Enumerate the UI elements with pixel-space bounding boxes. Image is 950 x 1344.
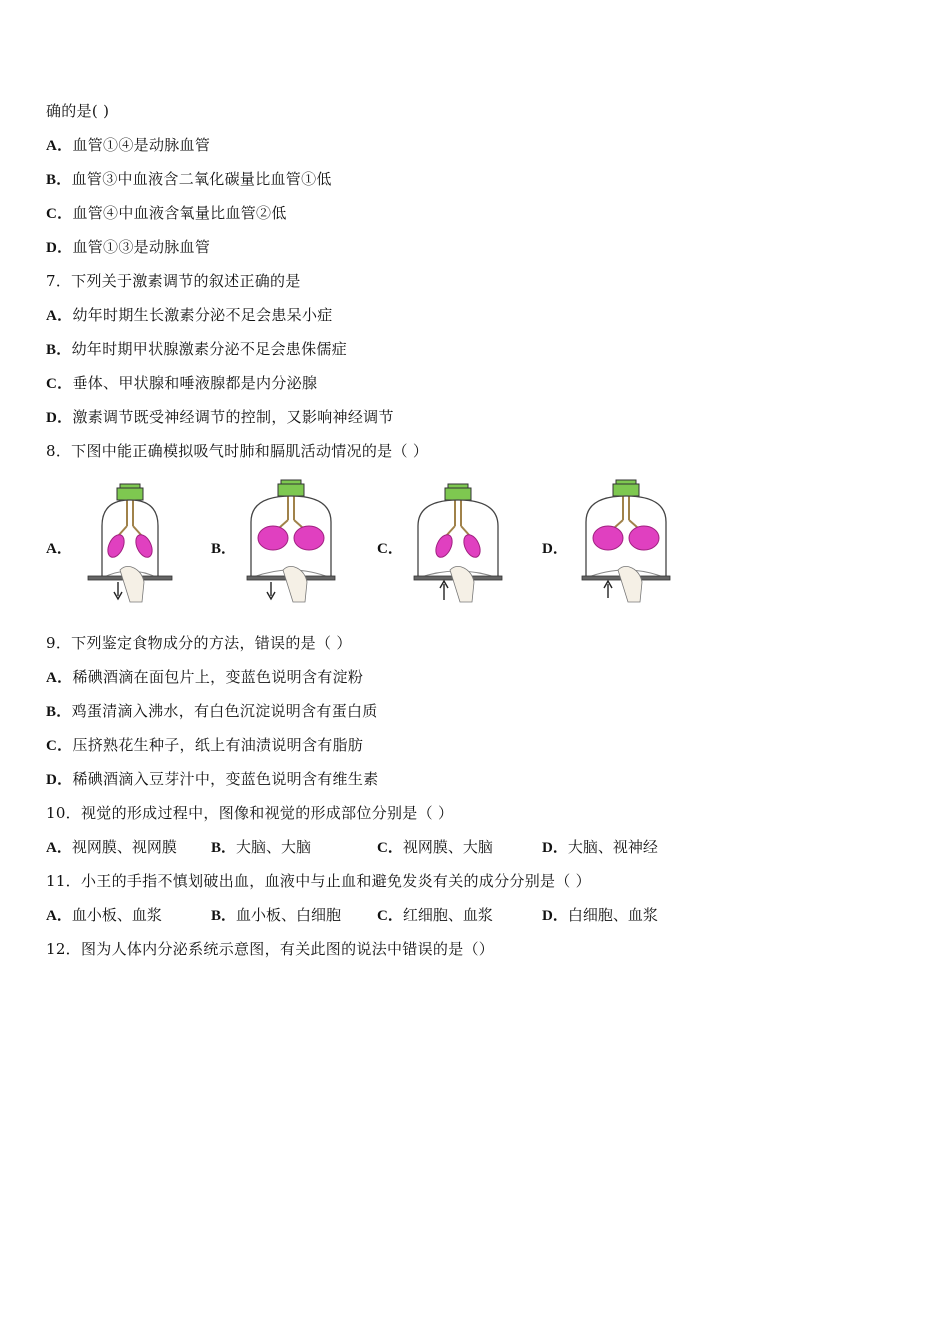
option-letter: A． — [46, 908, 72, 924]
q10-options — [46, 837, 746, 857]
q11-option-d[interactable] — [542, 905, 658, 926]
q6-option-a[interactable] — [46, 135, 210, 156]
option-letter: D． — [46, 240, 73, 256]
option-letter: B． — [211, 840, 237, 856]
option-text: 大脑、视神经 — [567, 838, 658, 856]
bell-jar-figure-a — [84, 478, 176, 604]
q6-option-c[interactable] — [46, 203, 287, 224]
q11-option-b[interactable] — [211, 905, 341, 926]
option-text: 血管④中血液含氧量比血管②低 — [72, 204, 287, 222]
option-letter: C． — [46, 206, 73, 222]
q10-stem: 10．视觉的形成过程中，图像和视觉的形成部位分别是（ ） — [46, 804, 454, 822]
option-text: 激素调节既受神经调节的控制，又影响神经调节 — [72, 408, 394, 426]
q7-option-b[interactable] — [46, 339, 347, 360]
q11-stem: 11．小王的手指不慎划破出血，血液中与止血和避免发炎有关的成分分别是（ ） — [46, 872, 591, 890]
option-text: 血管①③是动脉血管 — [72, 238, 211, 256]
option-text: 幼年时期甲状腺激素分泌不足会患侏儒症 — [71, 340, 348, 358]
option-text: 大脑、大脑 — [236, 838, 312, 856]
option-letter: B． — [46, 342, 72, 358]
q10-option-c[interactable] — [377, 837, 493, 858]
q8-figure-d-label[interactable]: D． — [542, 541, 568, 557]
option-letter: A． — [46, 138, 73, 154]
option-letter: B． — [211, 908, 237, 924]
bell-jar-figure-c — [412, 478, 504, 604]
q8-figure-a-label[interactable]: A． — [46, 541, 72, 557]
option-text: 压挤熟花生种子，纸上有油渍说明含有脂肪 — [72, 736, 364, 754]
option-letter: D． — [542, 908, 568, 924]
q10-option-a[interactable] — [46, 837, 177, 858]
q10-option-b[interactable] — [211, 837, 311, 858]
option-letter: D． — [46, 410, 73, 426]
option-text: 血管①④是动脉血管 — [72, 136, 211, 154]
option-letter: C． — [377, 908, 403, 924]
option-text: 红细胞、血浆 — [402, 906, 493, 924]
option-text: 稀碘酒滴入豆芽汁中，变蓝色说明含有维生素 — [72, 770, 379, 788]
q6-option-d[interactable] — [46, 237, 210, 258]
q11-option-c[interactable] — [377, 905, 493, 926]
q11-options — [46, 905, 746, 925]
option-text: 稀碘酒滴在面包片上，变蓝色说明含有淀粉 — [72, 668, 364, 686]
q10-option-d[interactable] — [542, 837, 658, 858]
q7-option-c[interactable] — [46, 373, 317, 394]
q6-stem-tail: 确的是( ) — [46, 102, 110, 120]
option-letter: C． — [46, 738, 73, 754]
option-letter: A． — [46, 308, 73, 324]
q8-figure-b-label[interactable]: B． — [211, 541, 237, 557]
q9-option-d[interactable] — [46, 769, 378, 790]
option-text: 垂体、甲状腺和唾液腺都是内分泌腺 — [72, 374, 318, 392]
q7-option-d[interactable] — [46, 407, 394, 428]
q8-stem: 8．下图中能正确模拟吸气时肺和膈肌活动情况的是（ ） — [46, 442, 429, 460]
q9-stem: 9．下列鉴定食物成分的方法，错误的是（ ） — [46, 634, 352, 652]
q7-option-a[interactable] — [46, 305, 333, 326]
q9-option-b[interactable] — [46, 701, 378, 722]
option-text: 白细胞、血浆 — [567, 906, 658, 924]
bell-jar-figure-b — [245, 478, 337, 604]
q12-stem: 12．图为人体内分泌系统示意图，有关此图的说法中错误的是（） — [46, 940, 495, 958]
option-text: 血小板、白细胞 — [236, 906, 342, 924]
option-letter: D． — [46, 772, 73, 788]
q11-option-a[interactable] — [46, 905, 162, 926]
option-letter: A． — [46, 670, 73, 686]
option-letter: C． — [377, 840, 403, 856]
q6-option-b[interactable] — [46, 169, 332, 190]
option-letter: B． — [46, 704, 72, 720]
option-text: 鸡蛋清滴入沸水，有白色沉淀说明含有蛋白质 — [71, 702, 378, 720]
option-letter: C． — [46, 376, 73, 392]
bell-jar-figure-d — [580, 478, 672, 604]
option-text: 视网膜、大脑 — [402, 838, 493, 856]
option-text: 幼年时期生长激素分泌不足会患呆小症 — [72, 306, 333, 324]
option-text: 血小板、血浆 — [71, 906, 162, 924]
q8-figure-c-label[interactable]: C． — [377, 541, 403, 557]
q9-option-c[interactable] — [46, 735, 363, 756]
option-letter: D． — [542, 840, 568, 856]
q9-option-a[interactable] — [46, 667, 363, 688]
option-letter: B． — [46, 172, 72, 188]
q7-stem: 7．下列关于激素调节的叙述正确的是 — [46, 272, 301, 290]
option-letter: A． — [46, 840, 72, 856]
option-text: 血管③中血液含二氧化碳量比血管①低 — [71, 170, 332, 188]
option-text: 视网膜、视网膜 — [71, 838, 177, 856]
